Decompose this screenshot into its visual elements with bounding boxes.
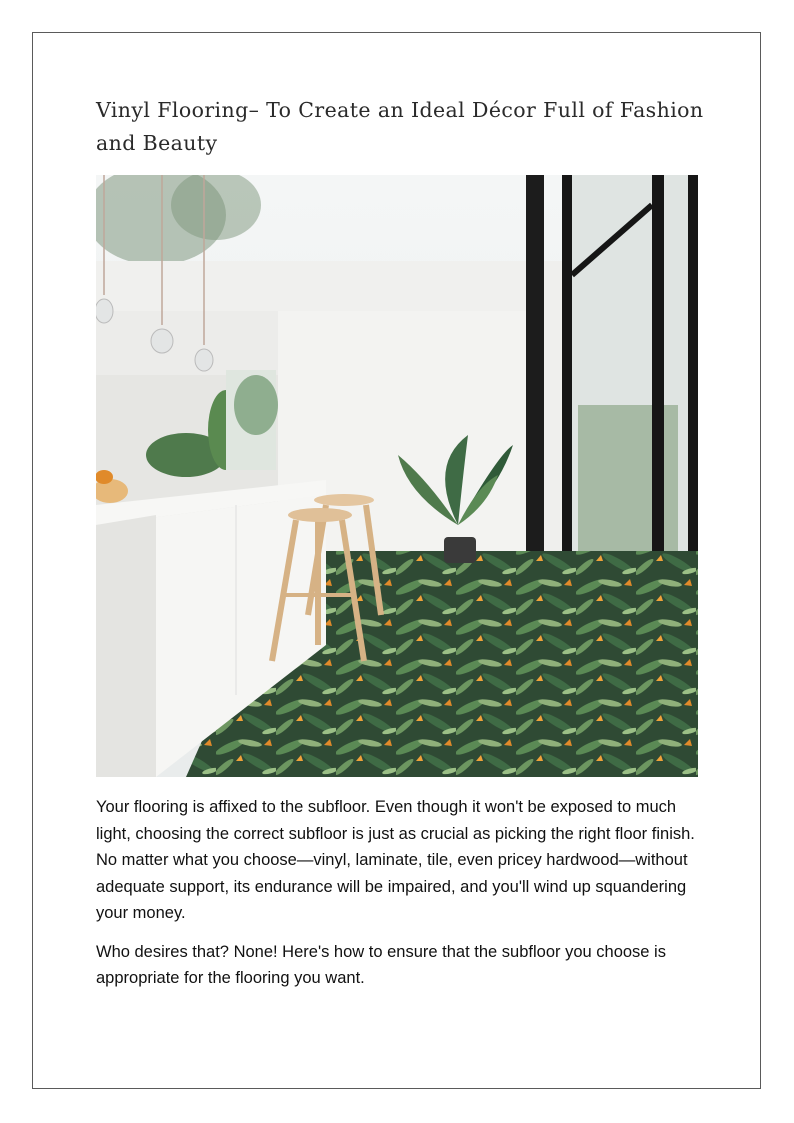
page-title: Vinyl Flooring– To Create an Ideal Décor Full of Fashion and Beauty — [96, 98, 704, 155]
kitchen-vinyl-floor-photo — [96, 175, 698, 777]
paragraph-1: Your flooring is affixed to the subfloor. Even though it won't be exposed to much light, choosing the correct subfloor is just as crucial as picking the right floor finish. No matter what you choose—vinyl, laminate, tile, even pricey hardwood—without adequate support, its endurance will be impaired, and you'll wind up squandering your money. — [96, 798, 695, 922]
article-body — [96, 794, 706, 1004]
paragraph-2: Who desires that? None! Here's how to ensure that the subfloor you choose is appropriate for the flooring you want. — [96, 942, 666, 987]
